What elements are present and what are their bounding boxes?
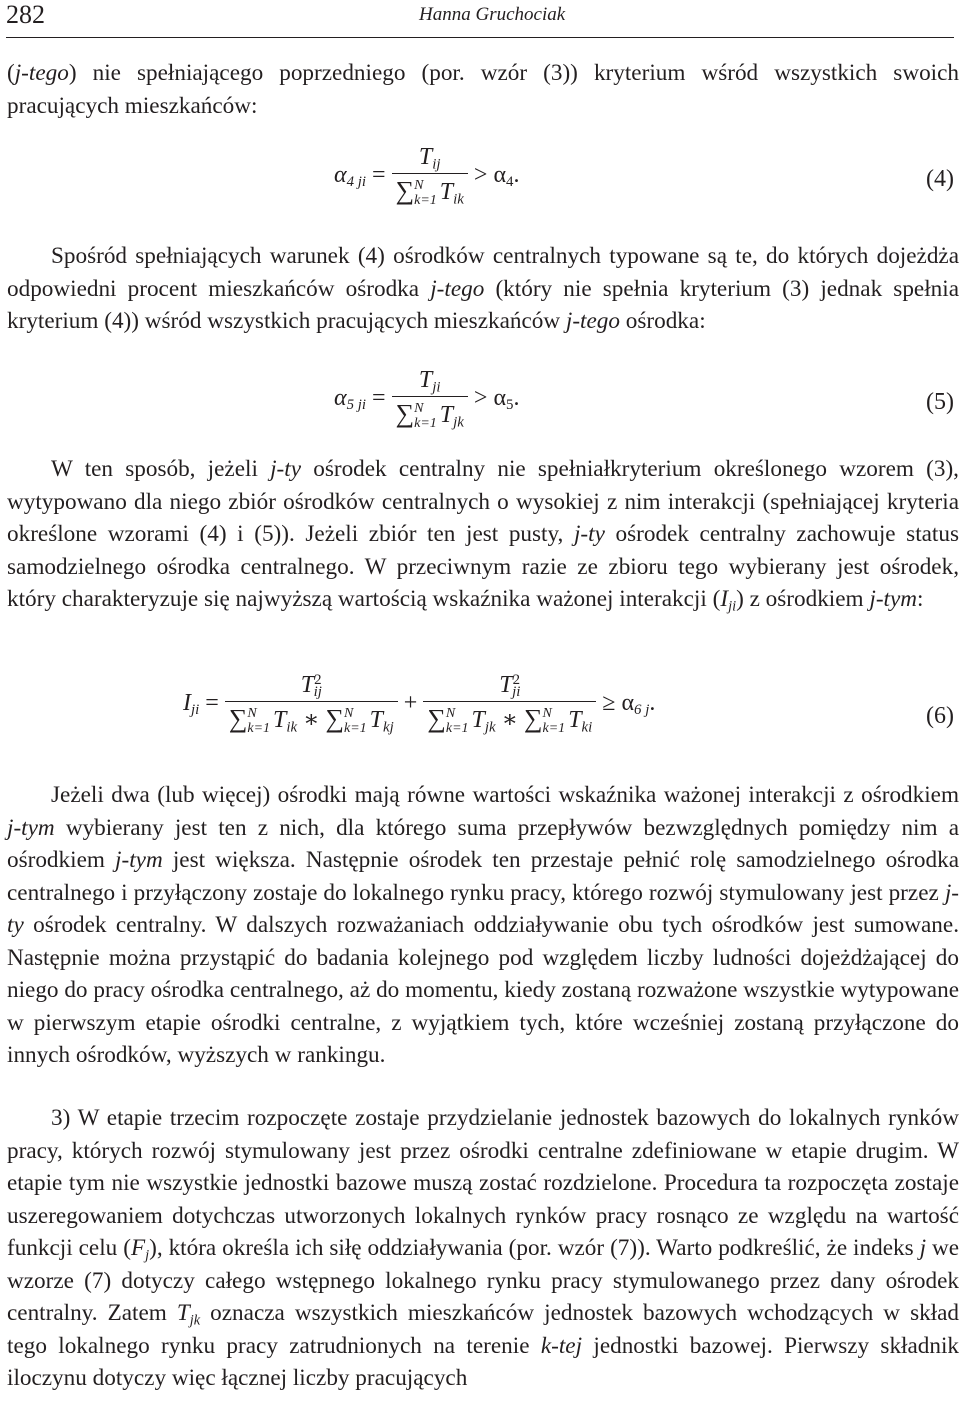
italic-term: j-ty — [7, 879, 959, 938]
sum-limits — [344, 706, 367, 736]
subscript: jk — [453, 414, 464, 431]
text: 3) W etapie trzecim rozpoczęte zostaje przydzielanie jednostek bazowych do lokalnych rynków pracy, których rozwój stymulowany jest przez ośrodki centralne zdefiniowane w etapie drugim. W etapie tym nie wszystkie jednostki bazowe muszą zostać rozdzielone. Procedura ta rozpoczęta zostaje uszeregowaniem dotychczas utworzonych lokalnych rynków pracy rosnąco ze względu na wartość funkcji celu ( — [7, 1105, 959, 1261]
upper-limit: N — [414, 178, 424, 194]
paragraph-4 — [7, 779, 959, 1072]
italic-term: j-tego — [14, 60, 69, 86]
superscript: 2 — [314, 671, 322, 688]
italic-term: j-ty — [573, 521, 605, 547]
equals-sign: = — [366, 161, 392, 188]
fraction — [392, 367, 468, 431]
upper-limit: N — [542, 706, 552, 722]
period: . — [513, 161, 520, 188]
italic-term: k-tej — [540, 1332, 583, 1359]
running-header — [6, 0, 954, 30]
plus-sign: + — [397, 689, 424, 716]
sum-symbol: ∑ — [395, 176, 415, 205]
subscript: 5 — [506, 397, 514, 414]
text: W ten sposób, jeżeli — [51, 456, 271, 482]
upper-limit: N — [445, 706, 456, 722]
paragraph-3 — [7, 453, 959, 616]
term: T — [369, 707, 384, 733]
paragraph-2 — [7, 240, 959, 338]
text: ośrodka: — [619, 308, 706, 334]
star-operator: ∗ — [495, 707, 524, 733]
equals-sign: = — [199, 689, 225, 716]
italic-symbol: T — [176, 1300, 190, 1326]
text: wybierany jest ten z nich, dla którego suma przepływów bezwzględnych pomiędzy nim a ośrodkiem — [7, 814, 959, 873]
fraction-1 — [225, 672, 398, 736]
italic-symbol: F — [130, 1235, 146, 1261]
equals-sign: = — [366, 384, 392, 411]
lower-limit: k=1 — [542, 721, 566, 737]
denominator: T — [439, 179, 454, 205]
star-operator: ∗ — [297, 707, 326, 733]
header-rule — [6, 37, 954, 38]
numerator: T — [499, 672, 513, 698]
subscript: ij — [432, 156, 441, 173]
italic-term: j-tym — [869, 586, 918, 612]
equation-5 — [334, 367, 519, 431]
sum-symbol: ∑ — [325, 704, 344, 733]
italic-term: j-tego — [565, 308, 620, 334]
text: ośrodek centralny nie spełniałkryterium określonego wzorem (3), wytypowano dla niego zbiór ośrodków centralnych o wysokiej z nim interakcji (spełniającej kryteria określone wzorami (4) i (5)). Jeżeli zbiór ten jest pusty, — [7, 456, 959, 547]
text: oznacza wszystkich mieszkańców jednostek bazowych wchodzących w skład tego lokalnego rynku pracy zatrudnionych na terenie — [7, 1300, 960, 1359]
sum-limits — [446, 706, 469, 736]
subscript: ik — [286, 719, 298, 736]
text: we wzorze (7) dotyczy całego wstępnego lokalnego rynku pracy stymulowanego przez dany ośrodek centralny. Zatem — [7, 1235, 960, 1326]
subscript: j — [145, 1247, 150, 1264]
paragraph-1 — [7, 57, 959, 122]
lower-limit: k=1 — [344, 721, 367, 737]
text: Spośród spełniających warunek (4) ośrodków centralnych typowane są te, do których dojeżdża odpowiedni procent mieszkańców ośrodka — [7, 243, 959, 302]
text: ośrodek centralny. W dalszych rozważaniach oddziaływanie obu tych ośrodków jest sumowane. Następnie można przystąpić do badania kolejnego pod względem liczby ludności dojeżdżającej do niego do pracy ośrodka centralnego, aż do momentu, kiedy zostaną rozważone wszystkie wytypowane w pierwszym etapie ośrodki centralne, z wyjątkiem tych, które wcześniej zostaną przyłączone do innych ośrodków, wyższych w rankingu. — [7, 912, 959, 1068]
italic-term: j-tego — [430, 275, 485, 302]
subscript: 6 j — [634, 702, 650, 719]
italic-term: j-ty — [270, 456, 302, 482]
lower-limit: k=1 — [247, 721, 271, 737]
fraction-2 — [423, 672, 596, 736]
period: . — [649, 689, 656, 716]
upper-limit: N — [247, 706, 257, 722]
text: ośrodek centralny zachowuje status samodzielnego ośrodka centralnego. W przeciwnym razie ze zbioru tego wybierany jest ośrodek, który charakteryzuje się najwyższą wartością wskaźnika ważonej interakcji ( — [7, 521, 959, 612]
text: jest większa. Następnie ośrodek ten przestaje pełnić rolę samodzielnego ośrodka centralnego i przyłączony zostaje do lokalnego rynku pracy, którego rozwój stymulowany jest przez — [7, 847, 959, 906]
sum-limits — [543, 706, 566, 736]
text: ( — [7, 60, 15, 86]
period: . — [513, 384, 520, 411]
text: : — [917, 586, 924, 612]
subscript: ji — [512, 684, 521, 701]
italic-term: j-tym — [115, 847, 163, 873]
text: ) z ośrodkiem — [736, 586, 870, 612]
equation-number-5: (5) — [926, 389, 954, 415]
sum-symbol: ∑ — [427, 704, 446, 733]
equation-4 — [334, 144, 519, 208]
lower-limit: k=1 — [414, 193, 437, 209]
denominator: T — [439, 402, 454, 428]
subscript: ji — [432, 379, 441, 396]
numerator: T — [418, 144, 433, 170]
sum-limits — [247, 706, 270, 736]
alpha-symbol: α — [334, 161, 347, 188]
subscript: ij — [313, 684, 322, 701]
subscript: ji — [728, 598, 737, 615]
equation-number-6: (6) — [926, 703, 954, 729]
upper-limit: N — [414, 401, 424, 417]
subscript: 4 — [506, 174, 514, 191]
sum-limits — [414, 401, 437, 431]
subscript: ik — [453, 191, 464, 208]
sum-limits — [414, 178, 437, 208]
term: T — [568, 707, 582, 733]
italic-symbol: I — [720, 586, 729, 612]
sum-symbol: ∑ — [228, 704, 248, 733]
greater-equal: ≥ α — [596, 689, 635, 716]
page-number: 282 — [6, 0, 45, 29]
subscript: ki — [581, 719, 593, 736]
superscript: 2 — [512, 671, 521, 688]
greater-than: > α — [467, 161, 507, 188]
paragraph-5 — [7, 1102, 959, 1395]
subscript: kj — [383, 719, 394, 736]
lower-limit: k=1 — [414, 416, 437, 432]
subscript: ji — [191, 702, 200, 719]
equation-6 — [183, 672, 655, 736]
sum-symbol: ∑ — [395, 399, 415, 428]
text: Jeżeli dwa (lub więcej) ośrodki mają równe wartości wskaźnika ważonej interakcji z ośrodkiem — [51, 782, 959, 808]
subscript: 4 ji — [346, 174, 367, 191]
text: ), która określa ich siłę oddziaływania (por. wzór (7)). Warto podkreślić, że indeks — [149, 1235, 920, 1261]
term: T — [273, 707, 287, 733]
greater-than: > α — [467, 384, 507, 411]
equation-number-4: (4) — [926, 166, 954, 192]
subscript: 5 ji — [346, 397, 367, 414]
italic-term: j-tym — [7, 814, 55, 841]
text: ) nie spełniającego poprzedniego (por. wzór (3)) kryterium wśród wszystkich swoich pracujących mieszkańców: — [7, 60, 959, 119]
italic-symbol: j — [919, 1235, 927, 1261]
sum-symbol: ∑ — [523, 704, 543, 733]
running-author: Hanna Gruchociak — [419, 4, 566, 25]
text: (który nie spełnia kryterium (3) jednak spełnia kryterium (4)) wśród wszystkich pracujących mieszkańców — [7, 275, 959, 334]
term: T — [471, 707, 485, 733]
subscript: jk — [484, 719, 496, 736]
numerator: T — [300, 672, 315, 698]
upper-limit: N — [344, 706, 354, 722]
lower-limit: k=1 — [445, 721, 469, 737]
numerator: T — [418, 367, 433, 393]
lhs-symbol: I — [183, 689, 191, 716]
fraction — [392, 144, 468, 208]
text: jednostki bazowej. Pierwszy składnik iloczynu dotyczy więc łącznej liczby pracujących — [7, 1332, 959, 1391]
alpha-symbol: α — [334, 384, 347, 411]
subscript: jk — [189, 1312, 201, 1329]
